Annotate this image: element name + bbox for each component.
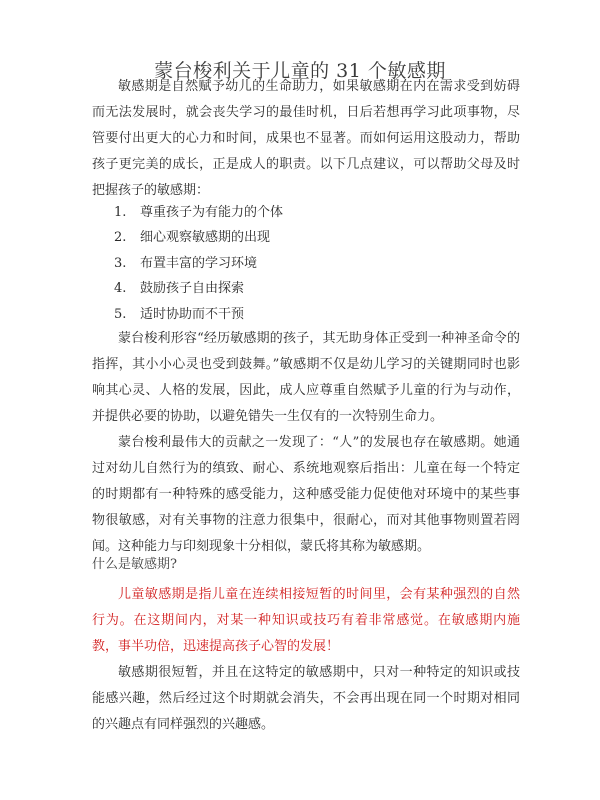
list-item-text: 鼓励孩子自由探索: [140, 281, 245, 297]
list-item-number: 2.: [114, 230, 127, 246]
list-item-number: 1.: [114, 205, 127, 220]
suggestion-list: [114, 200, 283, 327]
definition-paragraph: 儿童敏感期是指儿童在连续相接短暂的时间里，会有某种强烈的自然行为。在这期间内，对某一种知识或技巧有着非常感觉。在敏感期内施教，事半功倍，迅速提高孩子心智的发展！: [92, 587, 520, 654]
list-item-text: 细心观察敏感期的出现: [140, 230, 271, 246]
list-item-text: 布置丰富的学习环境: [140, 255, 258, 271]
list-item: [114, 276, 283, 301]
list-item: [114, 200, 283, 225]
list-item: [114, 225, 283, 250]
list-item: [114, 251, 283, 276]
montessori-quote-paragraph: 蒙台梭利形容“经历敏感期的孩子，其无助身体正受到一种神圣命令的指挥，其小小心灵也受到鼓舞。”敏感期不仅是幼儿学习的关键期同时也影响其心灵、人格的发展，因此，成人应尊重自然赋予儿童的行为与动作，并提供必要的协助，以避免错失一生仅有的一次特别生命力。: [92, 331, 520, 424]
list-item-number: 5.: [114, 306, 127, 322]
closing-paragraph: 敏感期很短暂，并且在这特定的敏感期中，只对一种特定的知识或技能感兴趣，然后经过这个时期就会消失，不会再出现在同一个时期对相同的兴趣点有同样强烈的兴趣感。: [92, 665, 520, 732]
list-item-text: 适时协助而不干预: [140, 306, 245, 322]
list-item-text: 尊重孩子为有能力的个体: [140, 205, 284, 220]
montessori-contribution-paragraph: 蒙台梭利最伟大的贡献之一发现了：“人”的发展也存在敏感期。她通过对幼儿自然行为的缜致、耐心、系统地观察后指出：儿童在每一个特定的时期都有一种特殊的感受能力，这种感受能力促使他对环境中的某些事物很敏感，对有关事物的注意力很集中，很耐心，而对其他事物则置若罔闻。这种能力与印刻现象十分相似，蒙氏将其称为敏感期。: [92, 435, 520, 554]
intro-paragraph: 敏感期是自然赋予幼儿的生命助力，如果敏感期在内在需求受到妨碍而无法发展时，就会丧失学习的最佳时机，日后若想再学习此项事物，尽管要付出更大的心力和时间，成果也不显著。而如何运用这股动力，帮助孩子更完美的成长，正是成人的职责。以下几点建议，可以帮助父母及时把握孩子的敏感期：: [92, 79, 520, 198]
list-item-number: 3.: [114, 255, 127, 271]
section-heading: 什么是敏感期?: [92, 557, 177, 572]
list-item: [114, 302, 283, 327]
list-item-number: 4.: [114, 281, 127, 297]
page-title: 蒙台梭利关于儿童的 31 个敏感期: [154, 60, 446, 82]
